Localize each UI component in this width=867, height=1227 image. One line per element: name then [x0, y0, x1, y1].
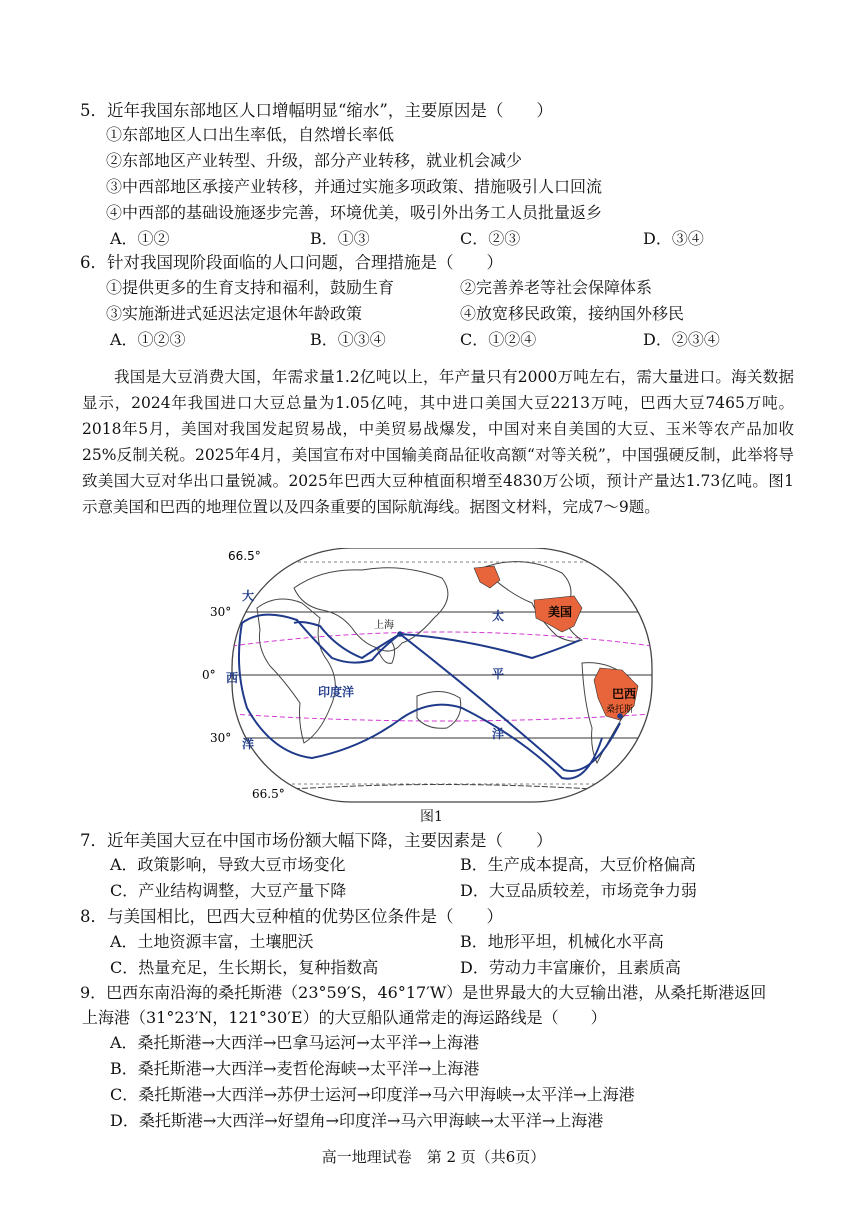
- lat-label-66s: 66.5°: [252, 787, 285, 801]
- q9-choice-a: A．桑托斯港→大西洋→巴拿马运河→太平洋→上海港: [110, 1033, 480, 1052]
- lat-label-30s: 30°: [210, 731, 232, 745]
- q8-choice-c: C．热量充足，生长期长，复种指数高: [110, 958, 379, 977]
- ocean-label-ping: 平: [492, 667, 505, 681]
- q6-item-2: ②完善养老等社会保障体系: [460, 278, 653, 297]
- q9-choice-c: C．桑托斯港→大西洋→苏伊士运河→印度洋→马六甲海峡→太平洋→上海港: [110, 1085, 635, 1104]
- q7-choice-c: C．产业结构调整，大豆产量下降: [110, 881, 347, 900]
- q9-stem-line2: 上海港（31°23′N，121°30′E）的大豆船队通常走的海运路线是（ ）: [82, 1008, 607, 1027]
- q9-choice-d: D．桑托斯港→大西洋→好望角→印度洋→马六甲海峡→太平洋→上海港: [110, 1111, 604, 1130]
- q8-choice-d: D．劳动力丰富廉价，且素质高: [460, 958, 681, 977]
- q6-choice-b: B．①③④: [310, 330, 386, 349]
- ocean-label-yang2: 洋: [492, 727, 505, 741]
- ocean-label-tai: 太: [492, 609, 505, 623]
- q5-stem: 5．近年我国东部地区人口增幅明显“缩水”，主要原因是（ ）: [80, 101, 553, 120]
- ocean-label-da: 大: [242, 589, 255, 603]
- q6-stem: 6．针对我国现阶段面临的人口问题，合理措施是（ ）: [80, 253, 503, 272]
- q6-item-3: ③实施渐进式延迟法定退休年龄政策: [106, 304, 363, 323]
- q7-choice-d: D．大豆品质较差，市场竞争力弱: [460, 881, 697, 900]
- q5-item-2: ②东部地区产业转型、升级，部分产业转移，就业机会减少: [106, 151, 523, 170]
- place-label-brazil: 巴西: [612, 687, 637, 701]
- ocean-label-indian: 印度洋: [318, 685, 355, 699]
- q8-stem: 8．与美国相比，巴西大豆种植的优势区位条件是（ ）: [80, 907, 503, 926]
- q9-stem-line1: 9．巴西东南沿海的桑托斯港（23°59′S，46°17′W）是世界最大的大豆输出港，从桑托斯港返回: [80, 983, 767, 1002]
- lat-label-66n: 66.5°: [228, 549, 261, 563]
- q6-choice-d: D．②③④: [643, 330, 720, 349]
- q5-choice-d: D．③④: [643, 229, 704, 248]
- page-footer: 高一地理试卷 第 2 页（共6页）: [321, 1148, 546, 1166]
- place-label-santos: 桑托斯: [606, 705, 634, 715]
- q8-choice-b: B．地形平坦，机械化水平高: [460, 932, 664, 951]
- q7-choice-b: B．生产成本提高，大豆价格偏高: [460, 855, 696, 874]
- q7-choice-a: A．政策影响，导致大豆市场变化: [110, 855, 346, 874]
- lat-label-0: 0°: [202, 668, 216, 682]
- q5-choice-c: C．②③: [460, 229, 521, 248]
- q8-choice-a: A．土地资源丰富，土壤肥沃: [110, 932, 314, 951]
- q5-choice-b: B．①③: [310, 229, 370, 248]
- figure-caption: 图1: [420, 809, 443, 825]
- shanghai-marker: [397, 631, 403, 637]
- ocean-label-xi: 西: [226, 671, 239, 685]
- lat-label-30n: 30°: [210, 605, 232, 619]
- q9-choice-b: B．桑托斯港→大西洋→麦哲伦海峡→太平洋→上海港: [110, 1059, 480, 1078]
- q5-item-3: ③中西部地区承接产业转移，并通过实施多项政策、措施吸引人口回流: [106, 177, 603, 196]
- q6-choice-a: A．①②③: [110, 330, 186, 349]
- q5-item-1: ①东部地区人口出生率低，自然增长率低: [106, 125, 395, 144]
- q5-item-4: ④中西部的基础设施逐步完善，环境优美，吸引外出务工人员批量返乡: [106, 203, 603, 222]
- ocean-label-yang1: 洋: [242, 737, 255, 751]
- material-passage: 我国是大豆消费大国，年需求量1.2亿吨以上，年产量只有2000万吨左右，需大量进口。海关数据显示，2024年我国进口大豆总量为1.05亿吨，其中进口美国大豆2213万吨，巴西大豆7465万吨。2018年5月，美国对我国发起贸易战，中美贸易战爆发，中国对来自美国的大豆、玉米等农产品加收25%反制关税。2025年4月，美国宣布对中国输美商品征收高额“对等关税”，中国强硬反制，此举将导致美国大豆对华出口量锐减。2025年巴西大豆种植面积增至4830万公顷，预计产量达1.73亿吨。图1示意美国和巴西的地理位置以及四条重要的国际航海线。据图文材料，完成7～9题。: [82, 368, 794, 516]
- q7-stem: 7．近年美国大豆在中国市场份额大幅下降，主要因素是（ ）: [80, 831, 553, 850]
- place-label-shanghai: 上海: [374, 620, 394, 631]
- q6-item-4: ④放宽移民政策，接纳国外移民: [460, 304, 685, 323]
- q6-item-1: ①提供更多的生育支持和福利，鼓励生育: [106, 278, 395, 297]
- world-map-figure: [202, 548, 670, 806]
- q6-choice-c: C．①②④: [460, 330, 537, 349]
- place-label-usa: 美国: [548, 605, 573, 619]
- q5-choice-a: A．①②: [110, 229, 170, 248]
